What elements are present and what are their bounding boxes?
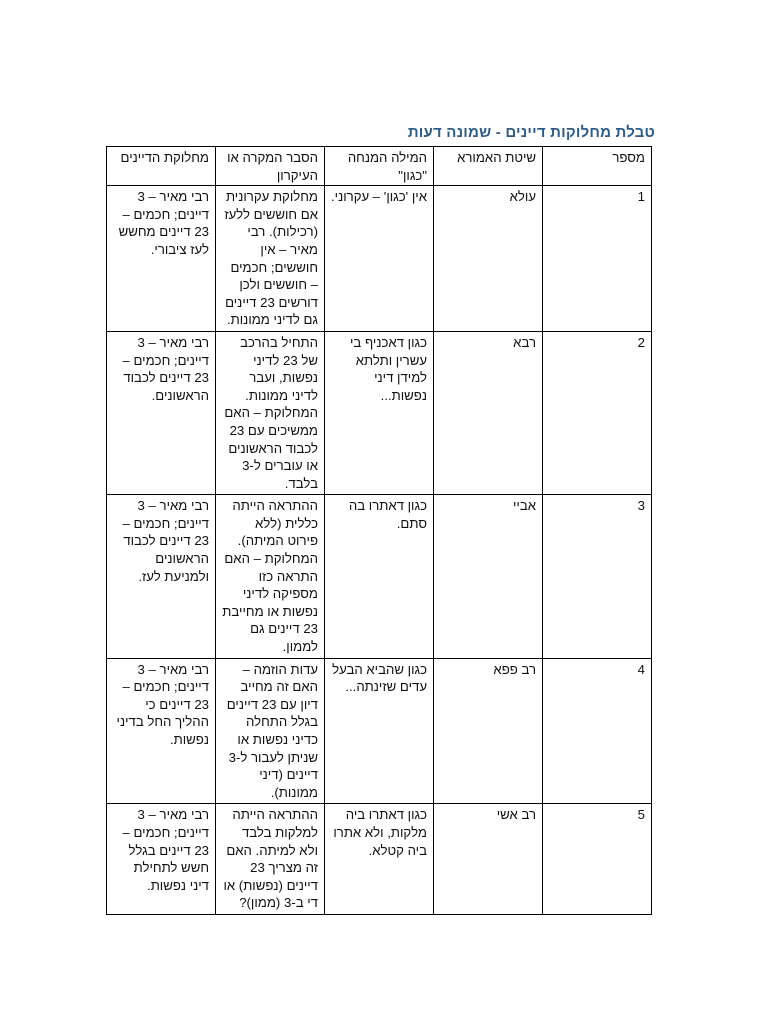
cell-dispute: רבי מאיר – 3 דיינים; חכמים – 23 דיינים כי ההליך החל בדיני נפשות. xyxy=(107,658,216,804)
header-dispute: מחלוקת הדיינים xyxy=(107,147,216,186)
document-title: טבלת מחלוקות דיינים - שמונה דעות xyxy=(407,124,655,141)
table-row xyxy=(107,804,652,915)
cell-number: 3 xyxy=(543,495,652,658)
cell-keyword: כגון דאתרו ביה מלקות, ולא אתרו ביה קטלא. xyxy=(325,804,434,915)
cell-keyword: כגון דאכניף בי עשרין ותלתא למידן דיני נפשות... xyxy=(325,331,434,494)
cell-number: 2 xyxy=(543,331,652,494)
cell-amora: רב פפא xyxy=(434,658,543,804)
cell-explanation: ההתראה הייתה למלקות בלבד ולא למיתה. האם זה מצריך 23 דיינים (נפשות) או די ב-3 (ממון)? xyxy=(216,804,325,915)
header-amora: שיטת האמורא xyxy=(434,147,543,186)
cell-number: 4 xyxy=(543,658,652,804)
header-keyword: המילה המנחה "כגון" xyxy=(325,147,434,186)
cell-keyword: כגון שהביא הבעל עדים שזינתה... xyxy=(325,658,434,804)
cell-number: 1 xyxy=(543,186,652,332)
table-row xyxy=(107,658,652,804)
cell-amora: רב אשי xyxy=(434,804,543,915)
cell-amora: עולא xyxy=(434,186,543,332)
cell-explanation: עדות הוזמה – האם זה מחייב דיון עם 23 דיינים בגלל התחלה כדיני נפשות או שניתן לעבור ל-3 דיינים (דיני ממונות). xyxy=(216,658,325,804)
header-explanation: הסבר המקרה או העיקרון xyxy=(216,147,325,186)
cell-explanation: ההתראה הייתה כללית (ללא פירוט המיתה). המחלוקת – האם התראה כזו מספיקה לדיני נפשות או מחייבת 23 דיינים גם לממון. xyxy=(216,495,325,658)
cell-amora: אביי xyxy=(434,495,543,658)
table-row xyxy=(107,495,652,658)
cell-dispute: רבי מאיר – 3 דיינים; חכמים – 23 דיינים בגלל חשש לתחילת דיני נפשות. xyxy=(107,804,216,915)
cell-keyword: אין 'כגון' – עקרוני. xyxy=(325,186,434,332)
disputes-table xyxy=(106,146,652,915)
cell-dispute: רבי מאיר – 3 דיינים; חכמים – 23 דיינים לכבוד הראשונים ולמניעת לעז. xyxy=(107,495,216,658)
header-number: מספר xyxy=(543,147,652,186)
cell-keyword: כגון דאתרו בה סתם. xyxy=(325,495,434,658)
cell-dispute: רבי מאיר – 3 דיינים; חכמים – 23 דיינים לכבוד הראשונים. xyxy=(107,331,216,494)
cell-explanation: מחלוקת עקרונית אם חוששים ללעז (רכילות). רבי מאיר – אין חוששים; חכמים – חוששים ולכן דורשים 23 דיינים גם לדיני ממונות. xyxy=(216,186,325,332)
cell-amora: רבא xyxy=(434,331,543,494)
table-row xyxy=(107,331,652,494)
cell-dispute: רבי מאיר – 3 דיינים; חכמים – 23 דיינים מחשש לעז ציבורי. xyxy=(107,186,216,332)
cell-number: 5 xyxy=(543,804,652,915)
table-header-row xyxy=(107,147,652,186)
table-row xyxy=(107,186,652,332)
cell-explanation: התחיל בהרכב של 23 לדיני נפשות, ועבר לדיני ממונות. המחלוקת – האם ממשיכים עם 23 לכבוד הראשונים או עוברים ל-3 בלבד. xyxy=(216,331,325,494)
